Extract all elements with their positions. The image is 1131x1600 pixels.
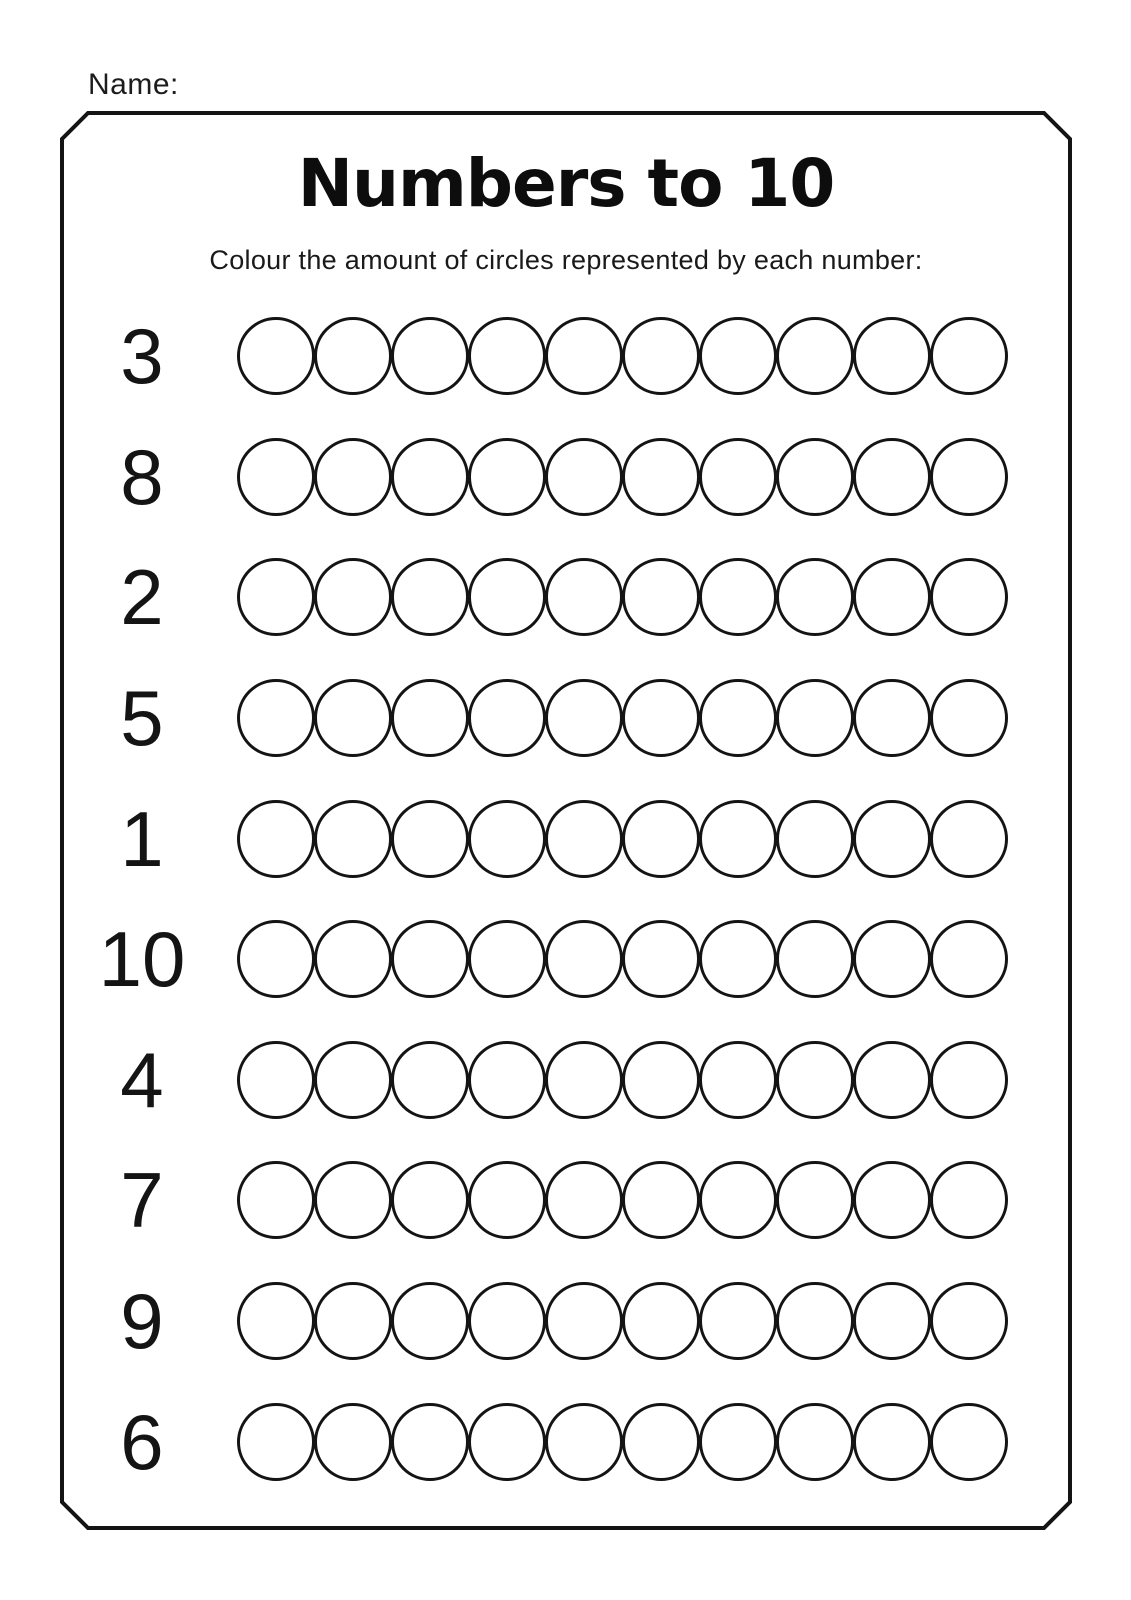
colour-circle[interactable]: [391, 558, 469, 636]
row-number-label: 4: [120, 1035, 164, 1124]
colour-circle[interactable]: [237, 1282, 315, 1360]
row-number-label: 9: [120, 1277, 164, 1366]
colour-circle[interactable]: [545, 1282, 623, 1360]
colour-circle[interactable]: [699, 920, 777, 998]
circle-strip: [237, 438, 1008, 516]
colour-circle[interactable]: [776, 1041, 854, 1119]
colour-circle[interactable]: [545, 438, 623, 516]
colour-circle[interactable]: [545, 920, 623, 998]
colour-circle[interactable]: [237, 679, 315, 757]
colour-circle[interactable]: [622, 800, 700, 878]
colour-circle[interactable]: [468, 1041, 546, 1119]
colour-circle[interactable]: [853, 317, 931, 395]
circle-strip: [237, 1041, 1008, 1119]
colour-circle[interactable]: [853, 800, 931, 878]
colour-circle[interactable]: [699, 1161, 777, 1239]
colour-circle[interactable]: [545, 1041, 623, 1119]
colour-circle[interactable]: [468, 679, 546, 757]
colour-circle[interactable]: [237, 1041, 315, 1119]
colour-circle[interactable]: [314, 1403, 392, 1481]
colour-circle[interactable]: [930, 1403, 1008, 1481]
colour-circle[interactable]: [545, 317, 623, 395]
colour-circle[interactable]: [930, 438, 1008, 516]
colour-circle[interactable]: [776, 800, 854, 878]
colour-circle[interactable]: [468, 920, 546, 998]
worksheet-row: [62, 537, 1070, 658]
colour-circle[interactable]: [699, 679, 777, 757]
worksheet-row: [62, 417, 1070, 538]
colour-circle[interactable]: [237, 317, 315, 395]
colour-circle[interactable]: [314, 317, 392, 395]
colour-circle[interactable]: [468, 1403, 546, 1481]
colour-circle[interactable]: [853, 438, 931, 516]
colour-circle[interactable]: [468, 558, 546, 636]
colour-circle[interactable]: [468, 1161, 546, 1239]
colour-circle[interactable]: [237, 1403, 315, 1481]
colour-circle[interactable]: [699, 438, 777, 516]
colour-circle[interactable]: [314, 920, 392, 998]
colour-circle[interactable]: [622, 1282, 700, 1360]
colour-circle[interactable]: [622, 679, 700, 757]
colour-circle[interactable]: [391, 1161, 469, 1239]
colour-circle[interactable]: [930, 1161, 1008, 1239]
colour-circle[interactable]: [776, 920, 854, 998]
circle-strip: [237, 1282, 1008, 1360]
colour-circle[interactable]: [930, 679, 1008, 757]
colour-circle[interactable]: [776, 317, 854, 395]
worksheet-row: [62, 1140, 1070, 1261]
colour-circle[interactable]: [314, 800, 392, 878]
colour-circle[interactable]: [622, 920, 700, 998]
row-number-label: 3: [120, 312, 164, 401]
colour-circle[interactable]: [237, 800, 315, 878]
colour-circle[interactable]: [699, 1041, 777, 1119]
circle-strip: [237, 679, 1008, 757]
colour-circle[interactable]: [776, 558, 854, 636]
circle-strip: [237, 800, 1008, 878]
circle-strip: [237, 920, 1008, 998]
colour-circle[interactable]: [545, 1403, 623, 1481]
colour-circle[interactable]: [391, 800, 469, 878]
circle-strip: [237, 1161, 1008, 1239]
worksheet-title: Numbers to 10: [297, 145, 835, 222]
colour-circle[interactable]: [314, 1161, 392, 1239]
colour-circle[interactable]: [853, 1403, 931, 1481]
colour-circle[interactable]: [622, 1403, 700, 1481]
colour-circle[interactable]: [776, 438, 854, 516]
circle-strip: [237, 558, 1008, 636]
worksheet-row: [62, 1020, 1070, 1141]
row-number-label: 2: [120, 553, 164, 642]
colour-circle[interactable]: [930, 1282, 1008, 1360]
colour-circle[interactable]: [853, 679, 931, 757]
colour-circle[interactable]: [699, 317, 777, 395]
colour-circle[interactable]: [699, 1403, 777, 1481]
colour-circle[interactable]: [391, 438, 469, 516]
row-number-label: 7: [120, 1156, 164, 1245]
colour-circle[interactable]: [853, 1282, 931, 1360]
colour-circle[interactable]: [776, 1282, 854, 1360]
colour-circle[interactable]: [930, 920, 1008, 998]
colour-circle[interactable]: [622, 317, 700, 395]
worksheet-row: [62, 658, 1070, 779]
worksheet-rows: [62, 296, 1070, 1502]
colour-circle[interactable]: [468, 1282, 546, 1360]
colour-circle[interactable]: [622, 1161, 700, 1239]
colour-circle[interactable]: [237, 438, 315, 516]
colour-circle[interactable]: [314, 1041, 392, 1119]
worksheet-row: [62, 899, 1070, 1020]
worksheet-row: [62, 778, 1070, 899]
colour-circle[interactable]: [699, 1282, 777, 1360]
colour-circle[interactable]: [622, 438, 700, 516]
colour-circle[interactable]: [776, 1403, 854, 1481]
colour-circle[interactable]: [314, 1282, 392, 1360]
colour-circle[interactable]: [853, 920, 931, 998]
colour-circle[interactable]: [930, 1041, 1008, 1119]
worksheet-row: [62, 1381, 1070, 1502]
circle-strip: [237, 317, 1008, 395]
colour-circle[interactable]: [622, 1041, 700, 1119]
colour-circle[interactable]: [468, 800, 546, 878]
colour-circle[interactable]: [237, 1161, 315, 1239]
row-number-label: 8: [120, 432, 164, 521]
row-number-label: 10: [98, 915, 186, 1004]
colour-circle[interactable]: [776, 679, 854, 757]
colour-circle[interactable]: [314, 558, 392, 636]
colour-circle[interactable]: [622, 558, 700, 636]
colour-circle[interactable]: [930, 317, 1008, 395]
colour-circle[interactable]: [930, 558, 1008, 636]
colour-circle[interactable]: [391, 1041, 469, 1119]
row-number-label: 6: [120, 1397, 164, 1486]
colour-circle[interactable]: [545, 1161, 623, 1239]
colour-circle[interactable]: [237, 558, 315, 636]
worksheet-row: [62, 296, 1070, 417]
worksheet-instructions: Colour the amount of circles represented by each number:: [209, 245, 923, 275]
colour-circle[interactable]: [468, 317, 546, 395]
colour-circle[interactable]: [853, 1041, 931, 1119]
colour-circle[interactable]: [776, 1161, 854, 1239]
colour-circle[interactable]: [853, 1161, 931, 1239]
colour-circle[interactable]: [314, 679, 392, 757]
colour-circle[interactable]: [545, 800, 623, 878]
colour-circle[interactable]: [545, 558, 623, 636]
colour-circle[interactable]: [699, 558, 777, 636]
circle-strip: [237, 1403, 1008, 1481]
colour-circle[interactable]: [853, 558, 931, 636]
colour-circle[interactable]: [468, 438, 546, 516]
colour-circle[interactable]: [314, 438, 392, 516]
colour-circle[interactable]: [391, 1403, 469, 1481]
colour-circle[interactable]: [391, 679, 469, 757]
colour-circle[interactable]: [391, 920, 469, 998]
colour-circle[interactable]: [930, 800, 1008, 878]
row-number-label: 5: [120, 674, 164, 763]
colour-circle[interactable]: [391, 1282, 469, 1360]
worksheet-row: [62, 1261, 1070, 1382]
colour-circle[interactable]: [545, 679, 623, 757]
row-number-label: 1: [120, 794, 164, 883]
colour-circle[interactable]: [699, 800, 777, 878]
colour-circle[interactable]: [237, 920, 315, 998]
colour-circle[interactable]: [391, 317, 469, 395]
name-label: Name:: [88, 68, 179, 101]
